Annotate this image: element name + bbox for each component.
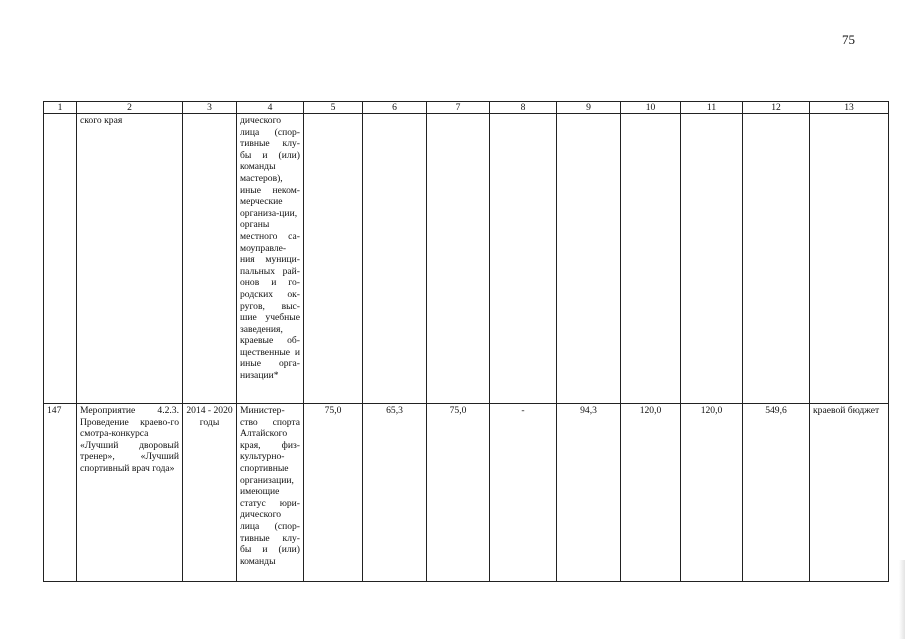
period-cell [183, 114, 237, 404]
header-cell: 13 [810, 102, 889, 114]
header-cell: 7 [427, 102, 490, 114]
table-header-row [44, 102, 889, 114]
header-cell: 8 [490, 102, 557, 114]
value-cell [743, 114, 810, 404]
header-cell: 4 [237, 102, 304, 114]
page-number: 75 [842, 32, 855, 47]
value-cell [621, 114, 681, 404]
value-cell-6: 65,3 [363, 404, 427, 582]
value-cell [490, 114, 557, 404]
header-cell: 12 [743, 102, 810, 114]
value-cell-5: 75,0 [304, 404, 363, 582]
header-cell: 3 [183, 102, 237, 114]
executors-cell: дического лица (спор-тивные клу-бы и (или) команды мастеров), иные неком-мерческие организа-ции, органы местного са-моуправле-ния муници-пальных рай-онов и го-родских ок-ругов, выс-шие учебные заведения, краевые об-щественные и иные орга-низации* [237, 114, 304, 404]
header-cell: 9 [557, 102, 621, 114]
header-cell: 2 [77, 102, 183, 114]
value-cell-7: 75,0 [427, 404, 490, 582]
header-cell: 5 [304, 102, 363, 114]
header-cell: 1 [44, 102, 77, 114]
value-cell-10: 120,0 [621, 404, 681, 582]
value-cell-12: 549,6 [743, 404, 810, 582]
value-cell [557, 114, 621, 404]
program-table [43, 101, 889, 582]
header-cell: 11 [681, 102, 743, 114]
value-cell-8: - [490, 404, 557, 582]
value-cell [681, 114, 743, 404]
funding-source-cell [810, 114, 889, 404]
value-cell [363, 114, 427, 404]
funding-source-cell: краевой бюджет [810, 404, 889, 582]
executors-cell: Министер-ство спорта Алтайского края, физ-культурно-спортивные организации, имеющие статус юри-дического лица (спор-тивные клу-бы и (или) команды [237, 404, 304, 582]
header-cell: 6 [363, 102, 427, 114]
row-number-cell [44, 114, 77, 404]
value-cell [304, 114, 363, 404]
table-row-147 [44, 404, 889, 582]
row-number-cell: 147 [44, 404, 77, 582]
value-cell-9: 94,3 [557, 404, 621, 582]
value-cell-11: 120,0 [681, 404, 743, 582]
activity-name-cell: ского края [77, 114, 183, 404]
period-cell: 2014 - 2020 годы [183, 404, 237, 582]
activity-name-cell: Мероприятие 4.2.3. Проведение краево-го смотра-конкурса «Лучший дворовый тренер», «Лучший спортивный врач года» [77, 404, 183, 582]
value-cell [427, 114, 490, 404]
scan-edge-shadow [899, 560, 905, 639]
header-cell: 10 [621, 102, 681, 114]
table-row-continuation [44, 114, 889, 404]
